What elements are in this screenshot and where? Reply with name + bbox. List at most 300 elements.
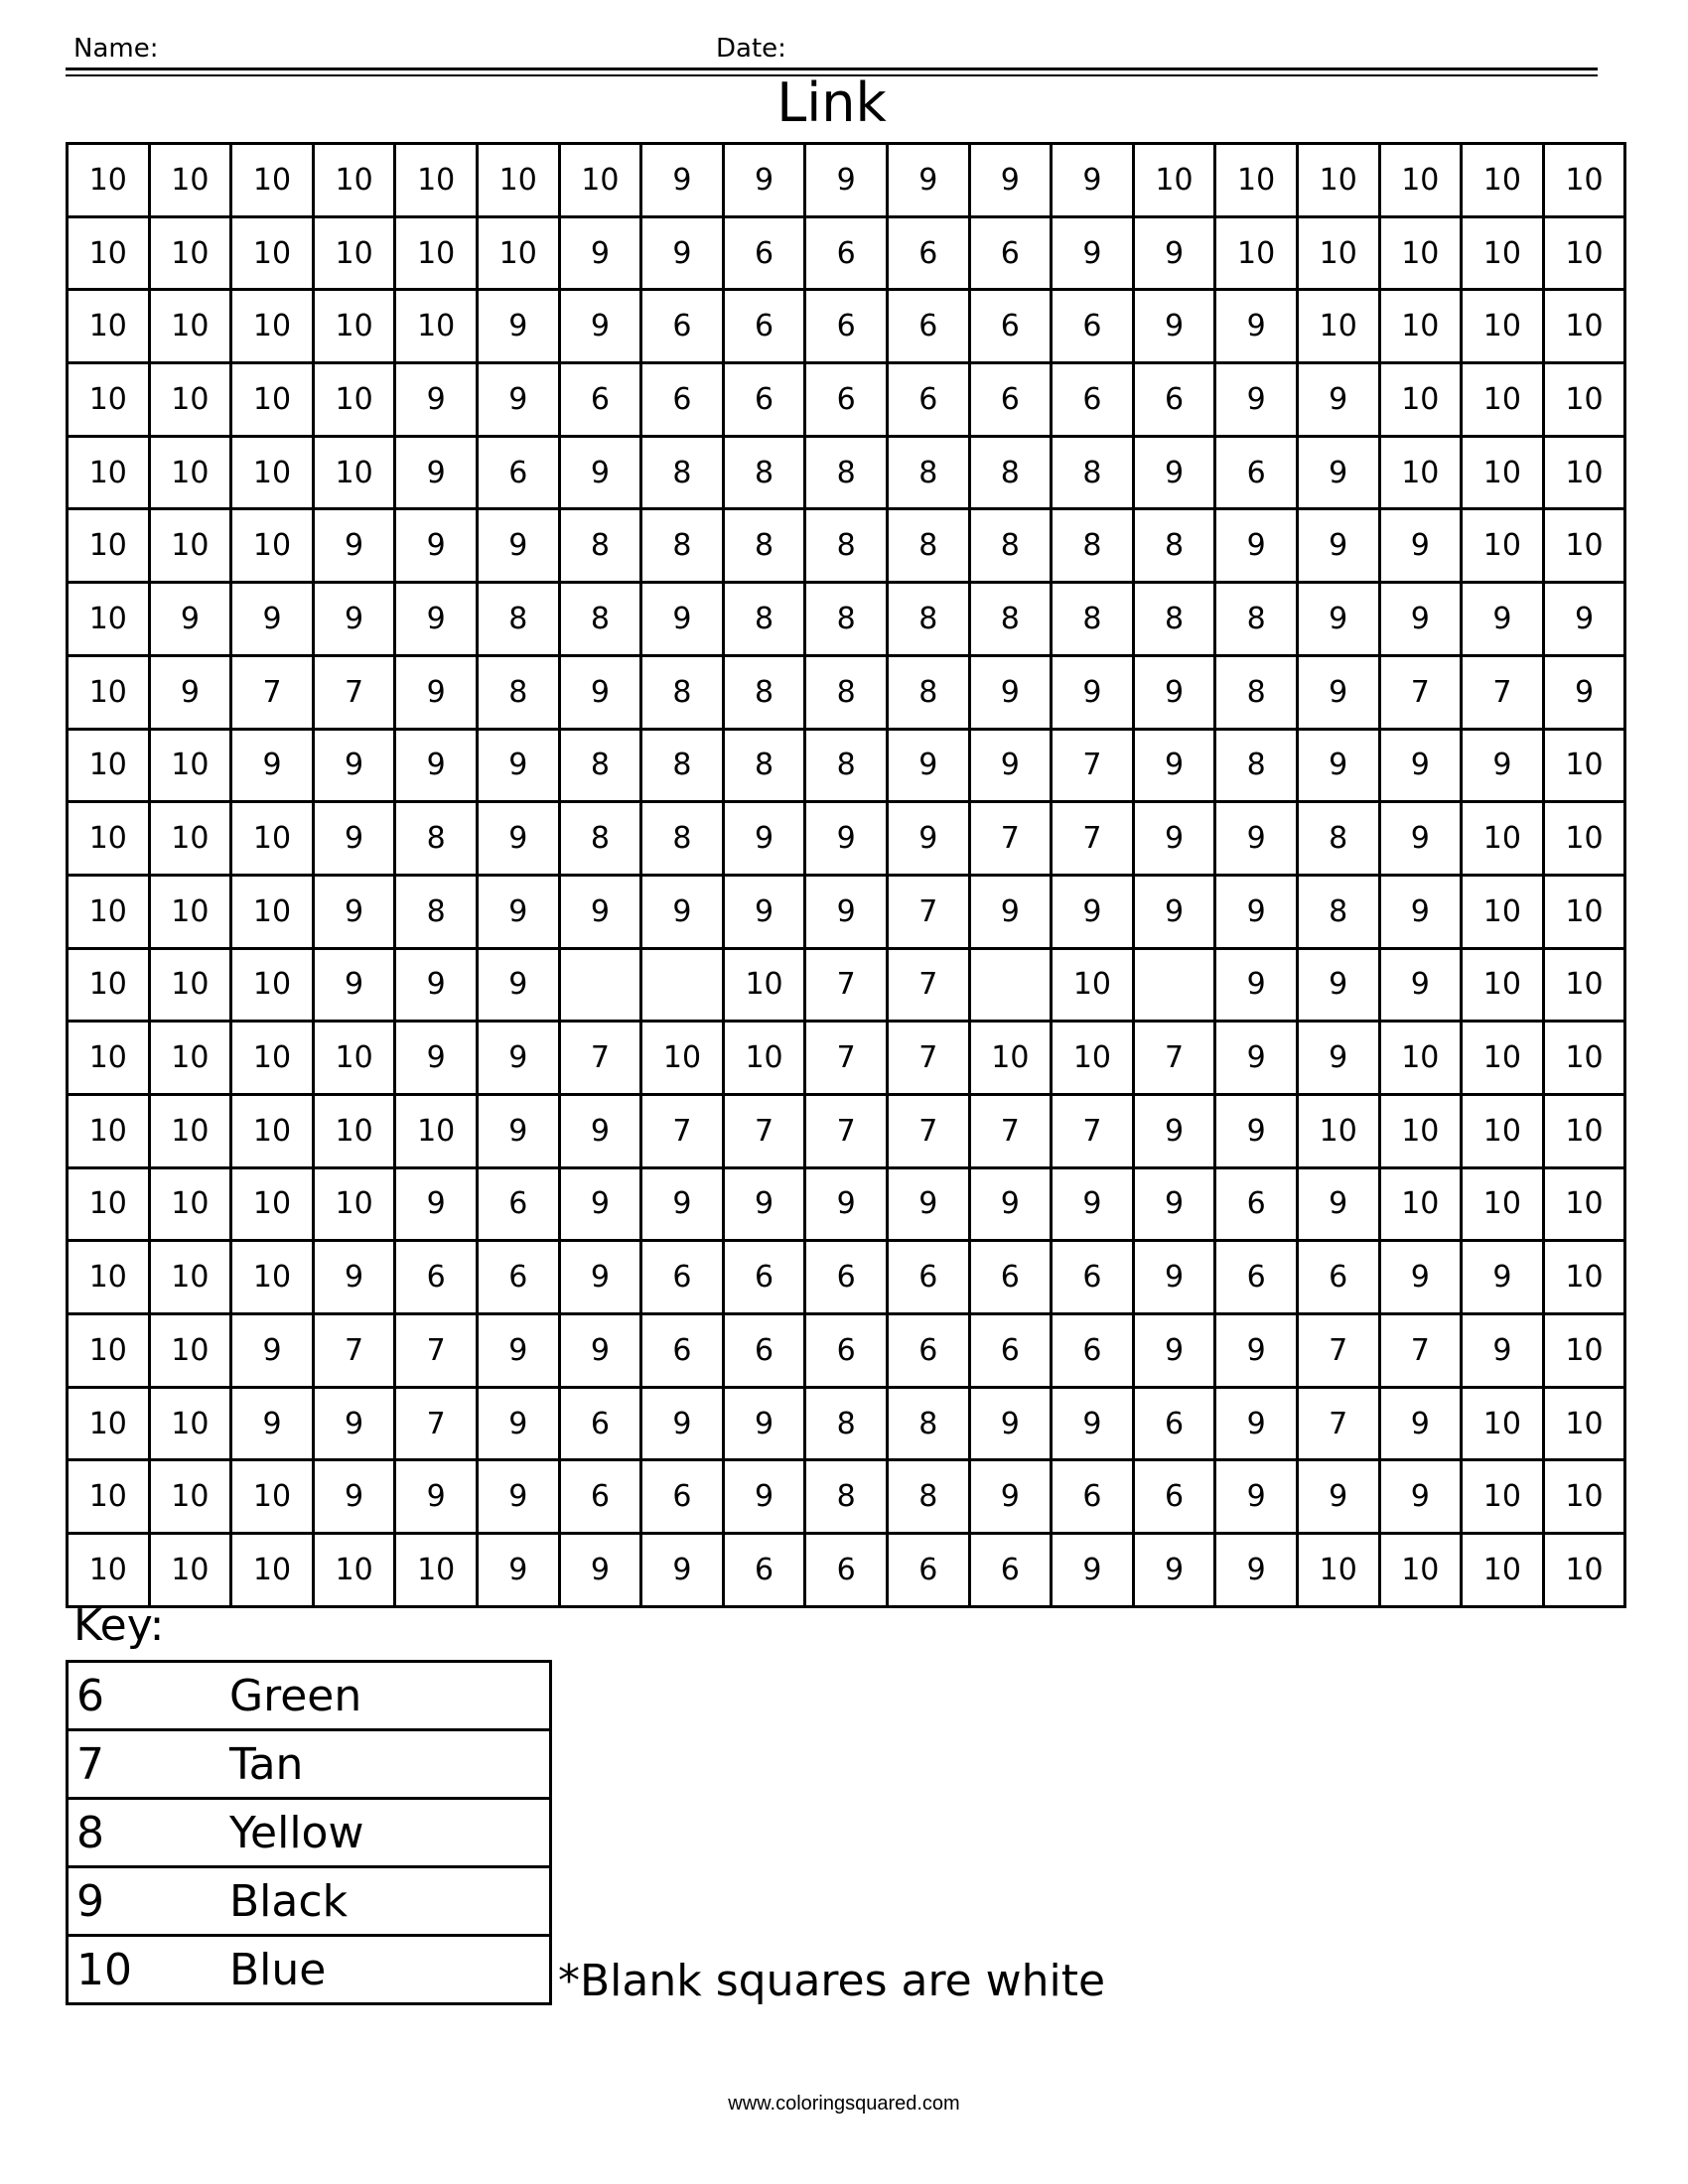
grid-cell: 9 <box>313 875 395 948</box>
grid-cell: 10 <box>231 1022 314 1095</box>
grid-cell: 9 <box>1215 875 1298 948</box>
grid-cell: 9 <box>887 144 969 217</box>
grid-cell: 10 <box>1215 216 1298 290</box>
grid-cell: 9 <box>887 802 969 876</box>
grid-cell: 10 <box>1379 1094 1462 1167</box>
grid-cell: 8 <box>805 436 888 509</box>
grid-cell: 10 <box>1543 1460 1625 1534</box>
grid-cell: 10 <box>723 948 805 1022</box>
grid-cell: 8 <box>887 509 969 583</box>
grid-cell: 10 <box>1543 1094 1625 1167</box>
grid-cell: 10 <box>1543 802 1625 876</box>
grid-cell: 9 <box>969 1387 1052 1460</box>
grid-cell: 9 <box>1297 948 1379 1022</box>
grid-cell: 8 <box>969 436 1052 509</box>
grid-cell: 9 <box>559 1534 641 1607</box>
grid-cell: 10 <box>1462 802 1544 876</box>
grid-cell: 9 <box>313 509 395 583</box>
grid-cell: 10 <box>68 1167 150 1241</box>
grid-cell: 9 <box>559 436 641 509</box>
grid-cell: 8 <box>641 655 724 729</box>
color-key-table <box>66 1660 552 2005</box>
grid-cell: 9 <box>477 290 559 363</box>
grid-cell: 8 <box>1133 509 1215 583</box>
grid-cell: 6 <box>723 1314 805 1388</box>
grid-cell: 6 <box>395 1241 478 1314</box>
grid-cell: 7 <box>1297 1387 1379 1460</box>
grid-cell: 6 <box>887 1534 969 1607</box>
grid-cell: 8 <box>477 655 559 729</box>
key-number: 10 <box>68 1936 230 2004</box>
grid-cell: 6 <box>1133 1387 1215 1460</box>
grid-cell: 9 <box>1215 1094 1298 1167</box>
grid-cell: 9 <box>559 216 641 290</box>
grid-cell: 10 <box>1543 216 1625 290</box>
grid-cell: 10 <box>1379 363 1462 437</box>
grid-cell: 9 <box>1462 1314 1544 1388</box>
grid-cell: 6 <box>477 1241 559 1314</box>
grid-cell: 6 <box>723 1241 805 1314</box>
grid-cell: 10 <box>231 948 314 1022</box>
grid-cell: 10 <box>231 1460 314 1534</box>
grid-cell: 8 <box>559 509 641 583</box>
grid-cell: 10 <box>149 436 231 509</box>
grid-cell: 6 <box>1297 1241 1379 1314</box>
grid-cell: 9 <box>641 1167 724 1241</box>
grid-cell: 6 <box>1215 1241 1298 1314</box>
grid-cell: 10 <box>1379 144 1462 217</box>
grid-cell: 7 <box>805 948 888 1022</box>
grid-cell: 9 <box>1379 583 1462 656</box>
grid-cell: 9 <box>477 1094 559 1167</box>
grid-row <box>68 875 1625 948</box>
grid-cell: 9 <box>1052 1387 1134 1460</box>
grid-cell: 9 <box>969 1460 1052 1534</box>
grid-cell: 10 <box>313 290 395 363</box>
grid-cell: 7 <box>805 1094 888 1167</box>
grid-cell: 9 <box>1052 1167 1134 1241</box>
grid-row <box>68 1460 1625 1534</box>
grid-cell: 9 <box>1215 1022 1298 1095</box>
grid-cell: 7 <box>395 1314 478 1388</box>
grid-cell: 9 <box>1133 729 1215 802</box>
grid-cell: 10 <box>313 216 395 290</box>
grid-cell: 9 <box>477 875 559 948</box>
grid-cell: 9 <box>1133 1314 1215 1388</box>
grid-cell: 8 <box>1215 655 1298 729</box>
grid-cell: 8 <box>641 509 724 583</box>
grid-cell: 8 <box>723 729 805 802</box>
grid-cell: 10 <box>68 509 150 583</box>
grid-cell: 8 <box>559 583 641 656</box>
grid-cell: 9 <box>969 144 1052 217</box>
grid-cell: 9 <box>1133 655 1215 729</box>
grid-cell: 9 <box>149 583 231 656</box>
grid-cell: 10 <box>1052 1022 1134 1095</box>
grid-cell: 10 <box>1052 948 1134 1022</box>
grid-cell: 9 <box>559 1094 641 1167</box>
grid-cell: 7 <box>559 1022 641 1095</box>
grid-cell: 7 <box>1297 1314 1379 1388</box>
grid-cell: 10 <box>1379 1167 1462 1241</box>
grid-cell: 9 <box>805 144 888 217</box>
grid-cell: 10 <box>1462 1022 1544 1095</box>
grid-cell: 10 <box>231 509 314 583</box>
grid-cell: 6 <box>559 1460 641 1534</box>
grid-cell: 8 <box>969 583 1052 656</box>
grid-cell: 7 <box>1133 1022 1215 1095</box>
grid-cell: 9 <box>1215 802 1298 876</box>
grid-cell: 10 <box>1297 144 1379 217</box>
grid-cell: 9 <box>1133 290 1215 363</box>
grid-cell: 7 <box>805 1022 888 1095</box>
grid-cell: 9 <box>477 1387 559 1460</box>
grid-cell: 9 <box>313 1387 395 1460</box>
grid-cell: 6 <box>969 290 1052 363</box>
grid-cell: 6 <box>477 436 559 509</box>
grid-cell: 10 <box>149 948 231 1022</box>
grid-cell: 6 <box>1133 1460 1215 1534</box>
grid-cell: 10 <box>559 144 641 217</box>
key-number: 7 <box>68 1730 230 1799</box>
grid-cell: 6 <box>805 216 888 290</box>
grid-cell: 10 <box>68 1022 150 1095</box>
grid-cell: 6 <box>805 1314 888 1388</box>
grid-cell: 9 <box>1462 729 1544 802</box>
grid-cell: 9 <box>1215 509 1298 583</box>
header-rule-top <box>66 68 1598 70</box>
grid-cell: 6 <box>887 290 969 363</box>
grid-cell: 9 <box>641 216 724 290</box>
footer-website: www.coloringsquared.com <box>728 2093 960 2115</box>
grid-row <box>68 1167 1625 1241</box>
grid-cell: 10 <box>1462 509 1544 583</box>
grid-row <box>68 1314 1625 1388</box>
grid-cell: 9 <box>1215 1534 1298 1607</box>
grid-cell: 10 <box>313 363 395 437</box>
grid-cell: 9 <box>1215 948 1298 1022</box>
grid-cell: 7 <box>395 1387 478 1460</box>
grid-cell: 8 <box>805 655 888 729</box>
grid-cell: 9 <box>1052 144 1134 217</box>
key-row <box>68 1799 551 1867</box>
grid-cell: 7 <box>1462 655 1544 729</box>
grid-cell: 8 <box>723 436 805 509</box>
grid-cell: 10 <box>1462 1387 1544 1460</box>
key-number: 6 <box>68 1662 230 1730</box>
grid-cell: 10 <box>231 1241 314 1314</box>
grid-cell: 10 <box>1543 1167 1625 1241</box>
page-title: Link <box>776 71 887 134</box>
grid-cell: 8 <box>1297 875 1379 948</box>
grid-cell: 9 <box>1215 290 1298 363</box>
grid-cell: 9 <box>395 583 478 656</box>
grid-cell: 10 <box>395 144 478 217</box>
grid-cell: 9 <box>805 802 888 876</box>
grid-cell: 9 <box>1297 1460 1379 1534</box>
grid-cell: 9 <box>231 583 314 656</box>
grid-cell: 10 <box>68 1241 150 1314</box>
grid-cell: 10 <box>1215 144 1298 217</box>
grid-cell <box>641 948 724 1022</box>
grid-cell: 9 <box>723 1167 805 1241</box>
grid-cell: 10 <box>231 363 314 437</box>
grid-cell: 7 <box>887 875 969 948</box>
grid-cell: 9 <box>1052 875 1134 948</box>
grid-cell: 6 <box>1052 290 1134 363</box>
grid-cell: 10 <box>68 144 150 217</box>
grid-cell: 6 <box>969 216 1052 290</box>
grid-cell: 9 <box>723 1387 805 1460</box>
grid-row <box>68 363 1625 437</box>
grid-cell: 9 <box>1379 875 1462 948</box>
grid-cell: 6 <box>887 1314 969 1388</box>
grid-cell: 9 <box>1297 729 1379 802</box>
grid-cell: 10 <box>313 144 395 217</box>
grid-cell: 10 <box>149 144 231 217</box>
grid-cell: 7 <box>887 1094 969 1167</box>
grid-cell: 10 <box>149 1314 231 1388</box>
grid-cell: 10 <box>1543 436 1625 509</box>
grid-cell: 8 <box>805 583 888 656</box>
grid-cell: 7 <box>1052 802 1134 876</box>
grid-cell: 8 <box>395 875 478 948</box>
grid-cell: 10 <box>68 1094 150 1167</box>
grid-cell: 9 <box>559 1241 641 1314</box>
name-label: Name: <box>73 34 159 64</box>
grid-cell: 10 <box>313 1094 395 1167</box>
grid-cell: 9 <box>1297 363 1379 437</box>
grid-cell: 10 <box>1543 1387 1625 1460</box>
grid-cell: 6 <box>805 1241 888 1314</box>
grid-cell: 10 <box>231 1094 314 1167</box>
grid-cell: 10 <box>149 875 231 948</box>
grid-cell: 9 <box>1133 216 1215 290</box>
grid-cell: 6 <box>1133 363 1215 437</box>
grid-cell: 6 <box>723 1534 805 1607</box>
grid-cell: 9 <box>231 1387 314 1460</box>
grid-cell: 10 <box>1543 1314 1625 1388</box>
grid-cell: 9 <box>313 802 395 876</box>
grid-cell: 6 <box>1052 1241 1134 1314</box>
color-by-number-grid <box>66 142 1626 1608</box>
grid-cell: 8 <box>887 655 969 729</box>
grid-cell: 6 <box>641 1460 724 1534</box>
grid-cell: 10 <box>1543 363 1625 437</box>
grid-cell: 6 <box>969 363 1052 437</box>
grid-cell: 10 <box>231 802 314 876</box>
grid-cell: 9 <box>641 144 724 217</box>
grid-cell: 10 <box>1462 363 1544 437</box>
key-color-name: Blue <box>229 1936 551 2004</box>
grid-cell: 10 <box>68 363 150 437</box>
grid-cell: 9 <box>1133 802 1215 876</box>
grid-cell: 6 <box>641 290 724 363</box>
grid-cell: 10 <box>969 1022 1052 1095</box>
grid-cell: 8 <box>805 1460 888 1534</box>
grid-row <box>68 509 1625 583</box>
grid-cell: 10 <box>68 948 150 1022</box>
grid-cell: 10 <box>68 1314 150 1388</box>
grid-cell: 9 <box>477 1314 559 1388</box>
grid-cell: 8 <box>1215 729 1298 802</box>
grid-cell: 9 <box>1133 1094 1215 1167</box>
grid-cell: 10 <box>231 1167 314 1241</box>
grid-row <box>68 802 1625 876</box>
grid-cell: 9 <box>641 875 724 948</box>
grid-cell: 10 <box>1543 509 1625 583</box>
grid-cell: 9 <box>1379 1460 1462 1534</box>
grid-cell: 10 <box>395 290 478 363</box>
grid-cell: 10 <box>1379 436 1462 509</box>
grid-cell: 9 <box>969 729 1052 802</box>
grid-cell: 9 <box>477 948 559 1022</box>
grid-cell: 10 <box>395 216 478 290</box>
grid-cell: 6 <box>1052 1314 1134 1388</box>
grid-row <box>68 216 1625 290</box>
grid-cell: 9 <box>1052 655 1134 729</box>
grid-cell: 10 <box>68 583 150 656</box>
grid-cell: 9 <box>231 729 314 802</box>
grid-cell: 9 <box>969 1167 1052 1241</box>
grid-cell: 9 <box>805 1167 888 1241</box>
grid-cell: 9 <box>1462 1241 1544 1314</box>
grid-cell: 8 <box>1297 802 1379 876</box>
grid-cell: 6 <box>1052 1460 1134 1534</box>
grid-cell: 10 <box>477 144 559 217</box>
key-row <box>68 1730 551 1799</box>
grid-cell: 10 <box>1462 436 1544 509</box>
grid-cell: 6 <box>641 1314 724 1388</box>
grid-cell: 10 <box>68 729 150 802</box>
grid-cell: 10 <box>68 802 150 876</box>
grid-cell: 8 <box>723 509 805 583</box>
grid-cell: 9 <box>723 144 805 217</box>
grid-cell: 9 <box>641 1534 724 1607</box>
grid-cell: 10 <box>641 1022 724 1095</box>
grid-cell: 6 <box>1215 1167 1298 1241</box>
grid-cell: 9 <box>1379 948 1462 1022</box>
grid-cell: 9 <box>395 729 478 802</box>
grid-cell: 8 <box>641 729 724 802</box>
grid-cell: 9 <box>395 436 478 509</box>
grid-cell: 8 <box>887 436 969 509</box>
grid-cell: 10 <box>68 1387 150 1460</box>
grid-cell: 10 <box>68 655 150 729</box>
grid-cell: 6 <box>559 1387 641 1460</box>
grid-cell: 10 <box>149 1094 231 1167</box>
grid-cell: 9 <box>723 802 805 876</box>
grid-cell: 10 <box>149 1167 231 1241</box>
grid-cell: 8 <box>477 583 559 656</box>
grid-cell: 10 <box>1543 1534 1625 1607</box>
grid-cell: 10 <box>1462 1167 1544 1241</box>
grid-cell: 9 <box>395 1460 478 1534</box>
grid-cell: 9 <box>1052 1534 1134 1607</box>
grid-row <box>68 144 1625 217</box>
grid-cell: 9 <box>1297 655 1379 729</box>
grid-cell: 9 <box>313 729 395 802</box>
grid-cell: 7 <box>723 1094 805 1167</box>
grid-cell: 10 <box>149 290 231 363</box>
grid-cell: 10 <box>1462 875 1544 948</box>
grid-cell: 10 <box>68 1460 150 1534</box>
grid-cell: 9 <box>1133 875 1215 948</box>
grid-cell: 7 <box>887 1022 969 1095</box>
grid-cell: 10 <box>149 1387 231 1460</box>
grid-cell: 9 <box>1133 1534 1215 1607</box>
grid-cell: 9 <box>1215 1314 1298 1388</box>
grid-cell: 10 <box>231 290 314 363</box>
grid-cell: 9 <box>313 583 395 656</box>
grid-row <box>68 1022 1625 1095</box>
grid-cell: 6 <box>559 363 641 437</box>
grid-cell: 10 <box>395 1534 478 1607</box>
grid-cell: 9 <box>887 729 969 802</box>
grid-cell: 9 <box>1052 216 1134 290</box>
key-row <box>68 1867 551 1936</box>
grid-row <box>68 290 1625 363</box>
grid-row <box>68 948 1625 1022</box>
key-number: 9 <box>68 1867 230 1936</box>
grid-cell: 8 <box>887 1387 969 1460</box>
grid-cell: 9 <box>395 1022 478 1095</box>
grid-cell: 9 <box>1297 509 1379 583</box>
grid-cell: 9 <box>313 1241 395 1314</box>
grid-row <box>68 1241 1625 1314</box>
grid-cell: 9 <box>395 948 478 1022</box>
grid-cell: 9 <box>1297 1167 1379 1241</box>
grid-cell: 10 <box>1543 729 1625 802</box>
grid-cell: 9 <box>477 1534 559 1607</box>
key-row <box>68 1662 551 1730</box>
grid-cell: 7 <box>313 655 395 729</box>
grid-cell: 7 <box>1379 655 1462 729</box>
grid-cell: 8 <box>641 436 724 509</box>
grid-cell: 10 <box>68 436 150 509</box>
grid-cell: 6 <box>1215 436 1298 509</box>
grid-cell: 9 <box>1543 655 1625 729</box>
grid-row <box>68 1387 1625 1460</box>
grid-cell: 10 <box>231 216 314 290</box>
grid-cell: 9 <box>1133 436 1215 509</box>
grid-cell: 9 <box>477 1022 559 1095</box>
grid-cell: 8 <box>1052 509 1134 583</box>
grid-cell: 6 <box>887 363 969 437</box>
grid-cell: 8 <box>969 509 1052 583</box>
grid-cell: 10 <box>1297 290 1379 363</box>
grid-cell: 10 <box>231 1534 314 1607</box>
grid-cell: 7 <box>969 802 1052 876</box>
grid-cell: 9 <box>969 655 1052 729</box>
grid-cell: 8 <box>805 509 888 583</box>
grid-cell: 9 <box>559 875 641 948</box>
grid-cell: 7 <box>1379 1314 1462 1388</box>
grid-cell: 9 <box>1297 583 1379 656</box>
grid-cell: 10 <box>1462 216 1544 290</box>
grid-cell: 6 <box>723 216 805 290</box>
grid-cell: 8 <box>887 583 969 656</box>
grid-cell: 8 <box>1052 436 1134 509</box>
grid-cell: 10 <box>313 1534 395 1607</box>
grid-cell: 10 <box>149 1241 231 1314</box>
grid-cell: 6 <box>477 1167 559 1241</box>
grid-cell: 10 <box>313 1022 395 1095</box>
grid-cell: 10 <box>1543 875 1625 948</box>
grid-cell: 7 <box>231 655 314 729</box>
grid-cell: 9 <box>477 729 559 802</box>
grid-cell: 9 <box>1379 1241 1462 1314</box>
